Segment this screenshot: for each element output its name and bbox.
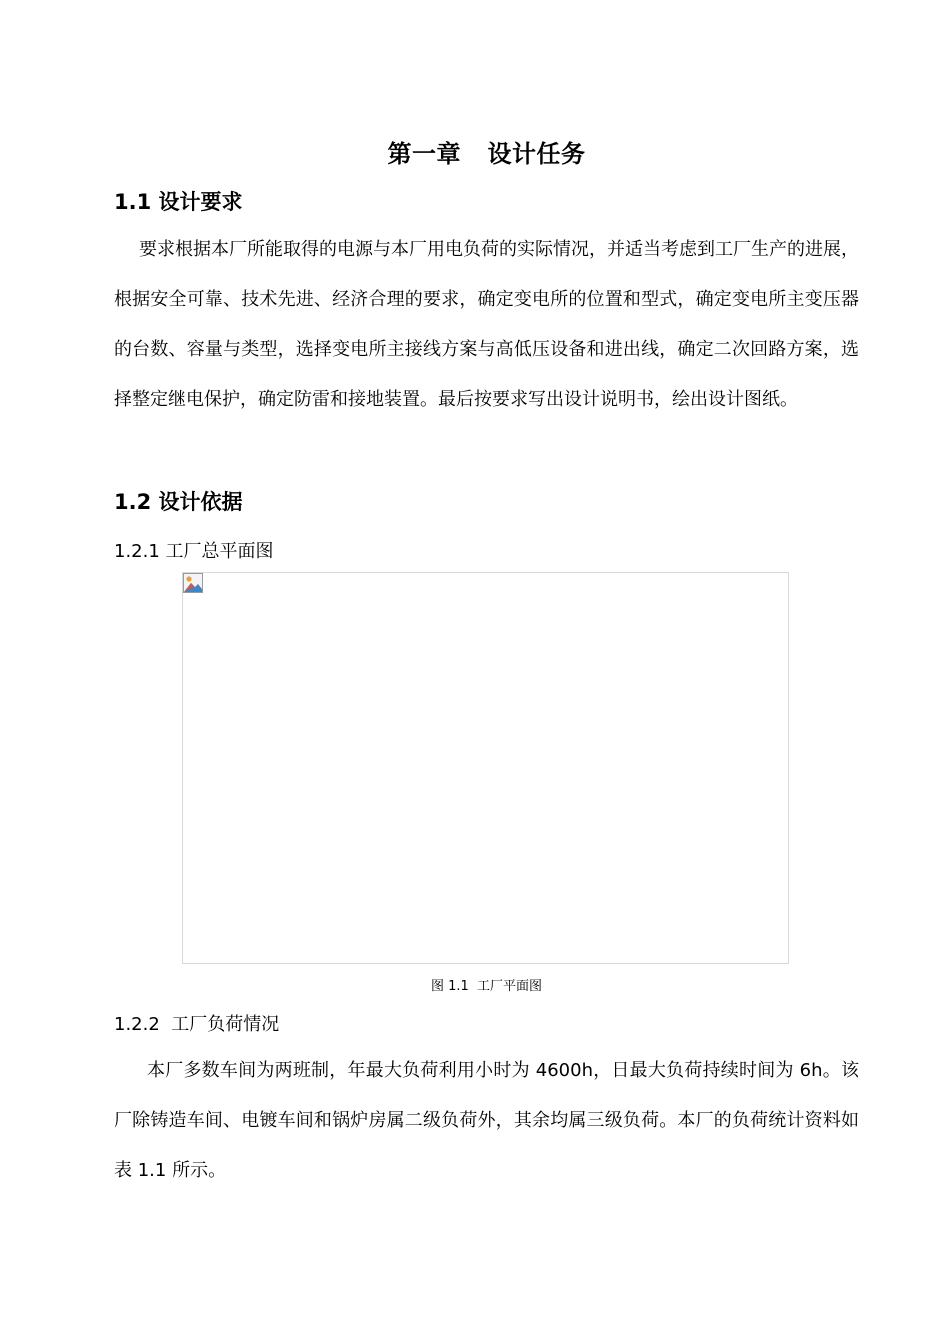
factory-load-paragraph: 本厂多数车间为两班制，年最大负荷利用小时为 4600h，日最大负荷持续时间为 6h。该厂除铸造车间、电镀车间和锅炉房属二级负荷外，其余均属三级负荷。本厂的负荷统计资料如表 1.1 所示。 [114, 1060, 859, 1181]
site-plan-figure [182, 572, 789, 964]
chapter-title: 第一章 设计任务 [387, 140, 586, 168]
design-requirements-paragraph: 要求根据本厂所能取得的电源与本厂用电负荷的实际情况，并适当考虑到工厂生产的进展，根据安全可靠、技术先进、经济合理的要求，确定变电所的位置和型式，确定变电所主变压器的台数、容量与类型，选择变电所主接线方案与高低压设备和进出线，确定二次回路方案，选择整定继电保护，确定防雷和接地装置。最后按要求写出设计说明书，绘出设计图纸。 [114, 239, 859, 410]
section-heading-design-requirements: 1.1 设计要求 [114, 190, 243, 214]
subsection-heading-site-plan: 1.2.1 工厂总平面图 [114, 541, 274, 562]
figure-caption: 图 1.1 工厂平面图 [430, 979, 543, 994]
subsection-heading-factory-load: 1.2.2 工厂负荷情况 [114, 1014, 280, 1035]
section-heading-design-basis: 1.2 设计依据 [114, 490, 243, 514]
broken-image-icon [183, 573, 203, 593]
